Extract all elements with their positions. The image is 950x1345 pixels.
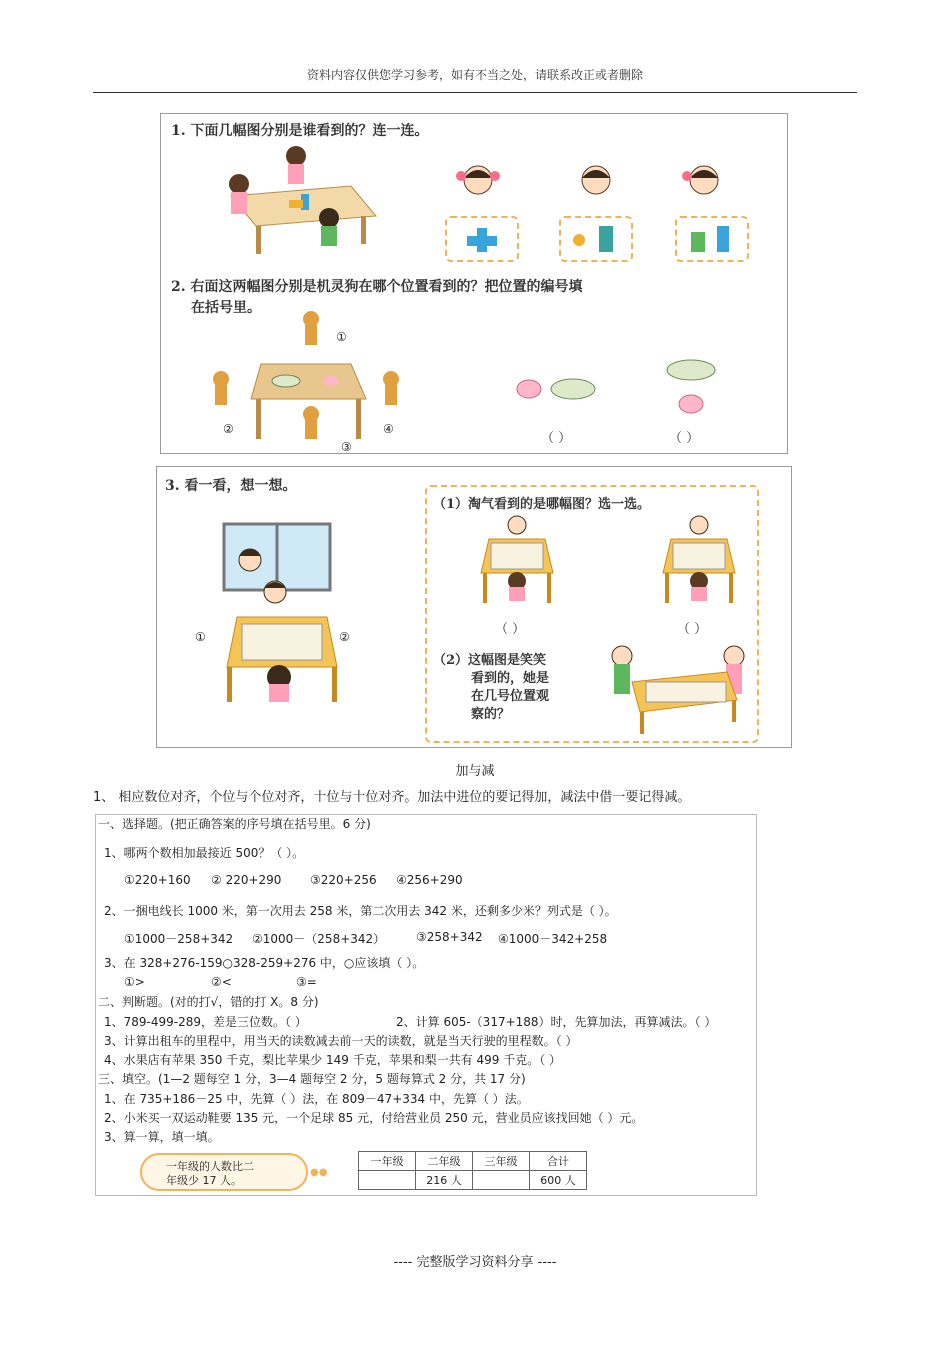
question-1-text: 1. 下面几幅图分别是谁看到的？连一连。 (171, 123, 429, 139)
position-label-1: ① (336, 330, 347, 344)
question-2-line1: 2. 右面这两幅图分别是机灵狗在哪个位置看到的？把位置的编号填 (171, 279, 583, 295)
view-card-3 (675, 216, 749, 262)
table-cell-grade3[interactable] (473, 1171, 530, 1190)
header-cell: 三年级 (473, 1152, 530, 1171)
subquestion-2-line-1: （2）这幅图是笑笑 (433, 653, 547, 668)
subquestion-2-line-2: 看到的，她是 (471, 671, 550, 686)
quiz-box (95, 814, 757, 1196)
footer-note: ---- 完整版学习资料分享 ---- (393, 1255, 557, 1270)
answer-paren-4[interactable]: （ ） (677, 622, 708, 637)
question-3-text: 3. 看一看，想一想。 (165, 478, 297, 494)
exercise-panel-2 (156, 466, 792, 748)
choice-question-2: 2、一捆电线长 1000 米，第一次用去 258 米，第二次用去 342 米，还剩多少米？列式是（ ）。 (104, 904, 617, 918)
section-2-heading: 二、判断题。(对的打√，错的打 X。8 分) (98, 995, 319, 1009)
subquestion-box (425, 485, 759, 743)
bubble-line-2: 年级少 17 人。 (166, 1174, 242, 1187)
section-3-heading: 三、填空。(1—2 题每空 1 分，3—4 题每空 2 分，5 题每算式 2 分，共 17 分) (98, 1072, 526, 1086)
rule-text: 1、 相应数位对齐，个位与个位对齐，十位与十位对齐。加法中进位的要记得加，减法中借一要记得减。 (93, 790, 691, 805)
bubble-tail-dots: ●● (310, 1167, 328, 1178)
exercise-panel-1 (160, 113, 788, 454)
table-row (359, 1171, 587, 1190)
fill-question-3: 3、算一算，填一填。 (104, 1130, 220, 1144)
fill-question-1: 1、在 735+186－25 中，先算（ ）法，在 809－47+334 中，先算（ ）法。 (104, 1092, 529, 1106)
option-view-2-illustration (659, 515, 739, 610)
choice-q1-option-3[interactable]: ③220+256 (310, 873, 377, 887)
choice-q3-option-1[interactable]: ①> (124, 975, 145, 989)
view-card-2 (559, 216, 633, 262)
girl-face-right-icon (679, 162, 729, 198)
option-view-1-illustration (477, 515, 557, 610)
table-scene-illustration (201, 146, 381, 256)
table-cell-total: 600 人 (530, 1171, 587, 1190)
subquestion-1-text: （1）淘气看到的是哪幅图？选一选。 (433, 497, 651, 512)
section-title: 加与减 (455, 764, 495, 779)
header-cell: 二年级 (416, 1152, 473, 1171)
position-label-4: ④ (383, 422, 394, 436)
answer-paren-3[interactable]: （ ） (495, 622, 526, 637)
choice-q2-option-4[interactable]: ④1000－342+258 (498, 932, 608, 946)
position-label-2: ② (339, 630, 350, 644)
judge-question-2: 2、计算 605-（317+188）时，先算加法，再算减法。（ ） (396, 1015, 717, 1029)
choice-q2-option-1[interactable]: ①1000－258+342 (124, 932, 234, 946)
answer-paren-1[interactable]: （ ） (541, 431, 572, 446)
choice-question-1: 1、哪两个数相加最接近 500？（ ）。 (104, 846, 305, 860)
choice-q1-option-2[interactable]: ② 220+290 (211, 873, 282, 887)
table-header-row (359, 1152, 587, 1171)
table-cell-grade1[interactable] (359, 1171, 416, 1190)
question-2-line2: 在括号里。 (191, 300, 261, 316)
position-label-2: ② (223, 422, 234, 436)
view-card-1 (445, 216, 519, 262)
chess-table-illustration (217, 572, 347, 717)
header-divider (93, 92, 857, 93)
header-note: 资料内容仅供您学习参考，如有不当之处，请联系改正或者删除 (306, 68, 643, 82)
choice-q2-option-3[interactable]: ③258+342 (416, 930, 483, 944)
bubble-line-1: 一年级的人数比二 (166, 1160, 254, 1173)
choice-q3-option-2[interactable]: ②< (211, 975, 232, 989)
judge-question-4: 4、水果店有苹果 350 千克，梨比苹果少 149 千克，苹果和梨一共有 499 千克。（ ） (104, 1053, 562, 1067)
subquestion-2-line-3: 在几号位置观 (471, 689, 550, 704)
table-cell-grade2: 216 人 (416, 1171, 473, 1190)
header-cell: 合计 (530, 1152, 587, 1171)
view-bowl-plate-illustration (511, 369, 601, 409)
position-label-1: ① (195, 630, 206, 644)
judge-question-3: 3、计算出租车的里程中，用当天的读数减去前一天的读数，就是当天行驶的里程数。（ ） (104, 1034, 578, 1048)
choice-q1-option-1[interactable]: ①220+160 (124, 873, 191, 887)
girl-face-left-icon (453, 162, 503, 198)
section-1-heading: 一、选择题。(把正确答案的序号填在括号里。6 分) (98, 817, 371, 831)
choice-q1-option-4[interactable]: ④256+290 (396, 873, 463, 887)
position-label-3: ③ (341, 440, 352, 454)
view-plate-bowl-illustration (661, 356, 721, 418)
boy-face-icon (571, 162, 621, 198)
fill-question-2: 2、小米买一双运动鞋要 135 元，一个足球 85 元，付给营业员 250 元，营业员应该找回她（ ）元。 (104, 1111, 644, 1125)
answer-paren-2[interactable]: （ ） (669, 431, 700, 446)
grade-count-table (358, 1151, 587, 1190)
speech-bubble (140, 1153, 308, 1191)
choice-q2-option-2[interactable]: ②1000－（258+342） (252, 932, 386, 946)
side-view-illustration (602, 642, 752, 737)
subquestion-2-line-4: 察的？ (471, 707, 511, 722)
choice-question-3: 3、在 328+276-159○328-259+276 中，○应该填（ ）。 (104, 956, 425, 970)
header-cell: 一年级 (359, 1152, 416, 1171)
judge-question-1: 1、789-499-289，差是三位数。（ ） (104, 1015, 307, 1029)
choice-q3-option-3[interactable]: ③= (296, 975, 317, 989)
